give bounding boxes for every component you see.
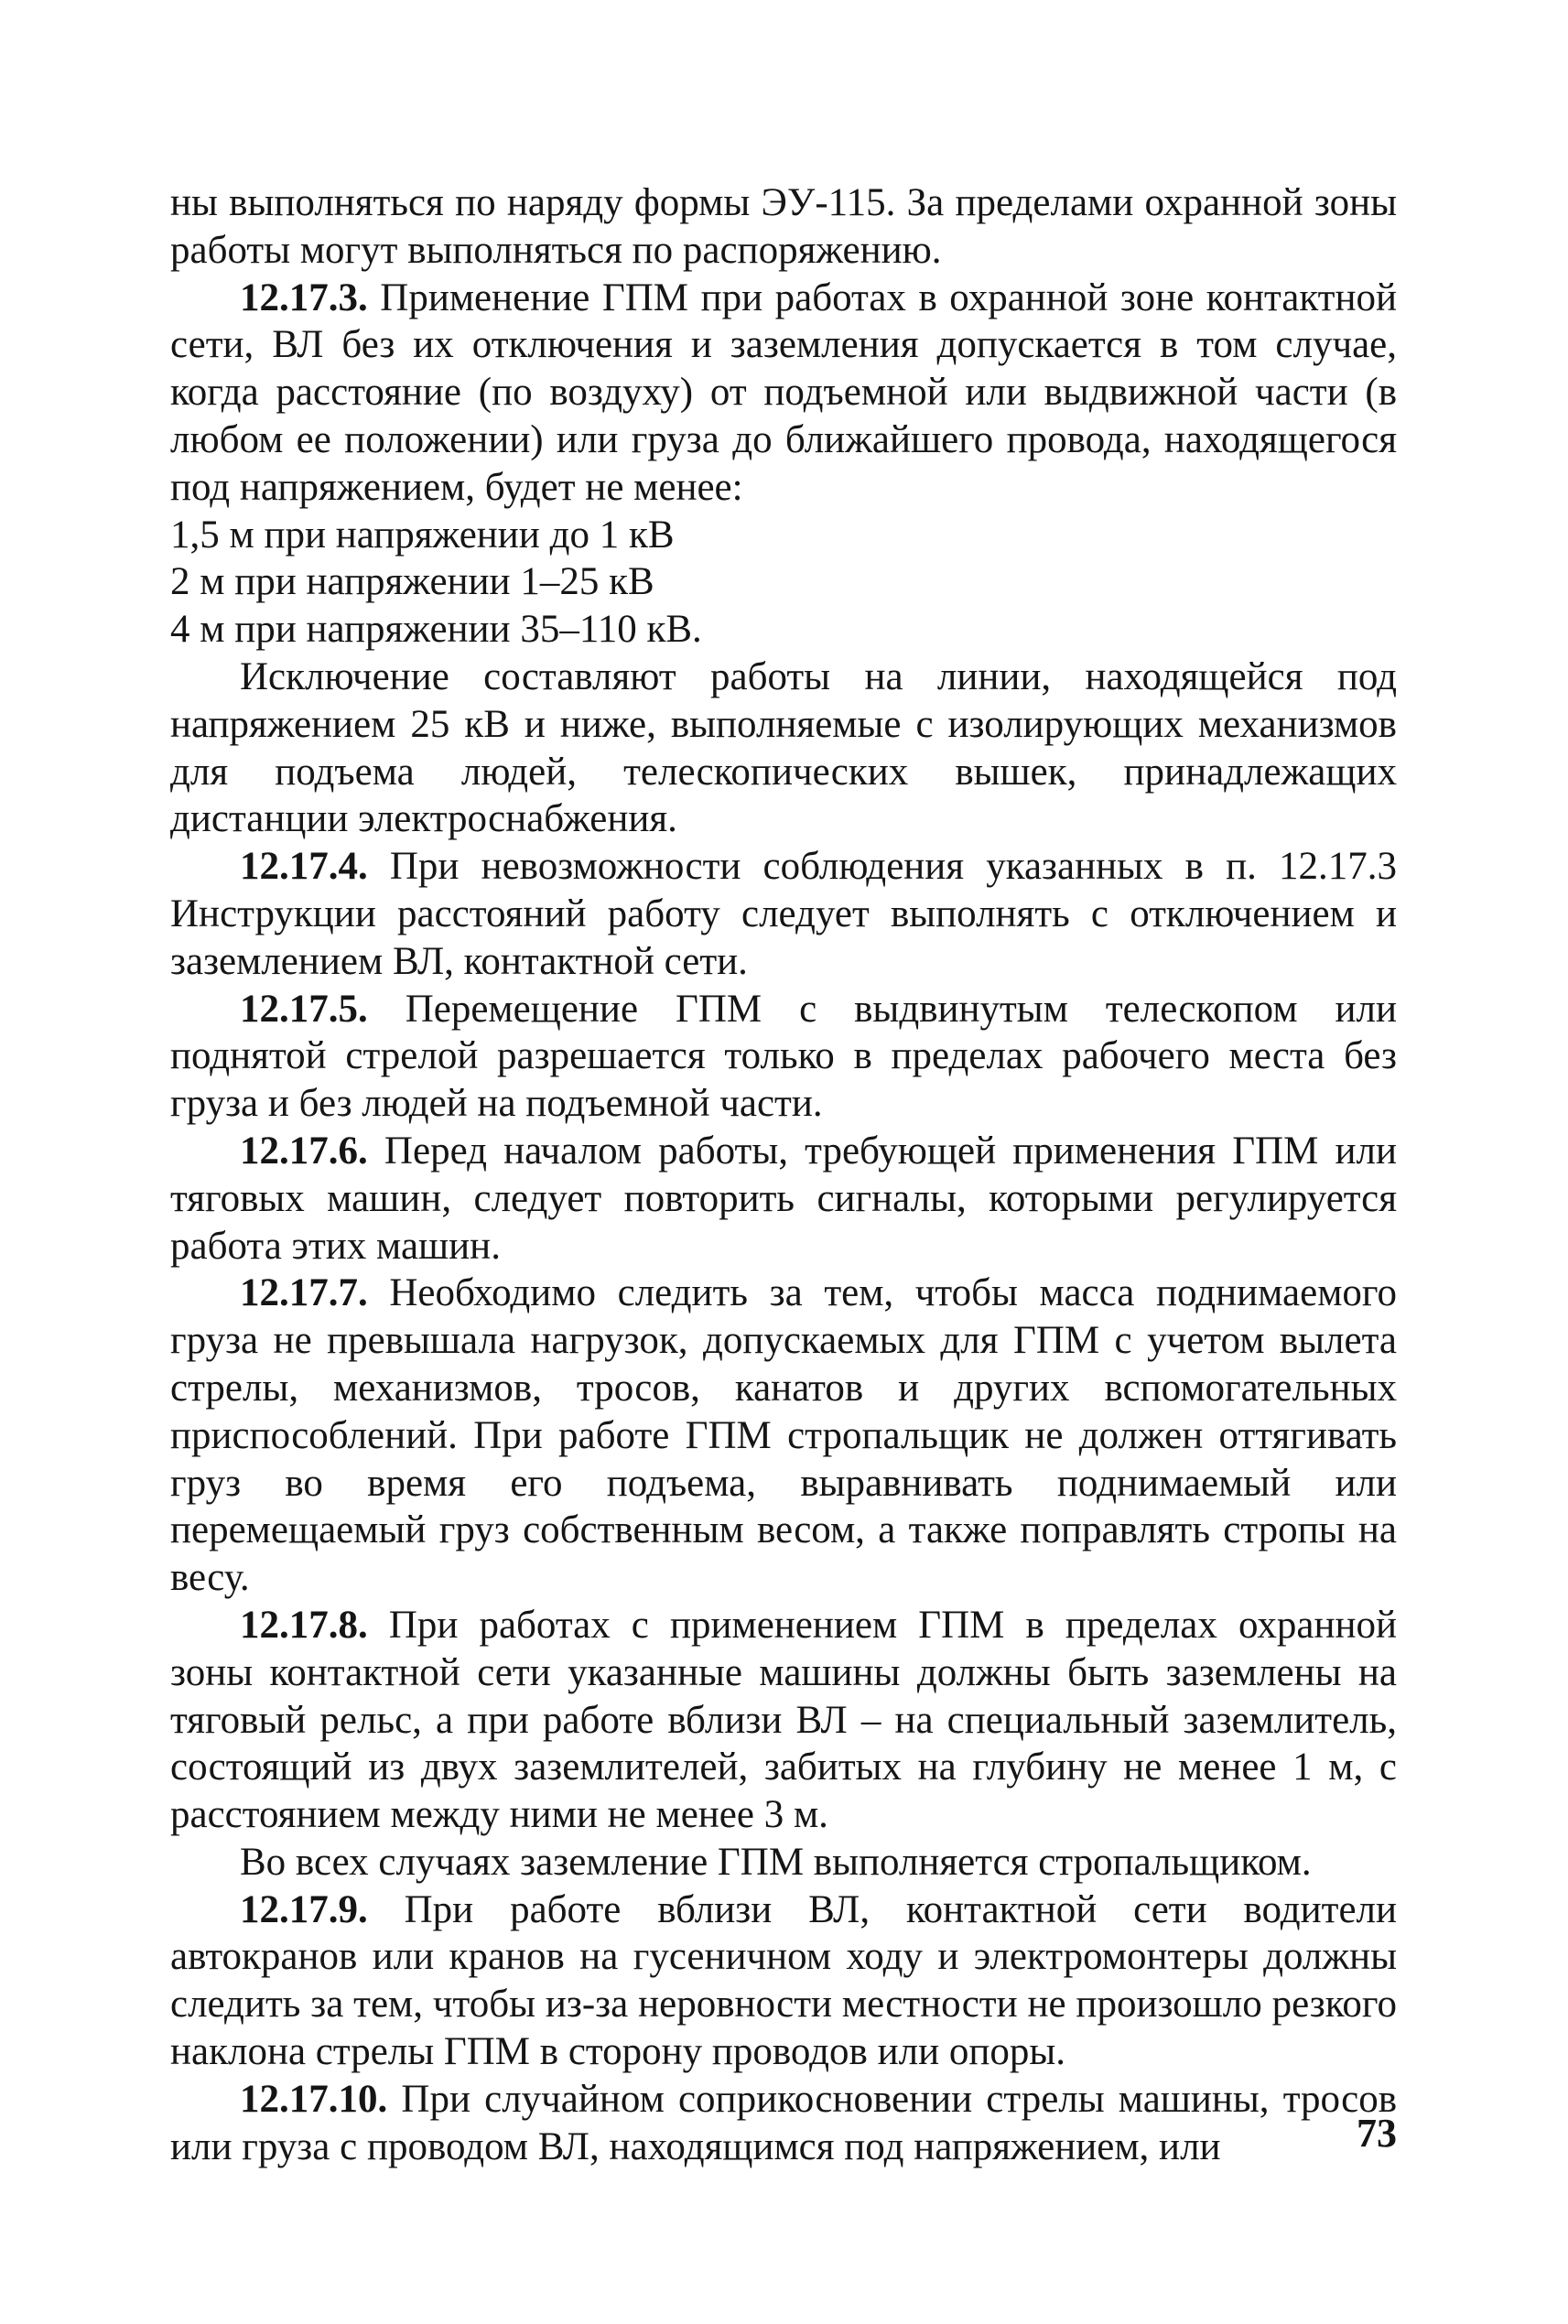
clause-number: 12.17.3.: [240, 276, 368, 319]
list-item-voltage-3: 4 м при напряжении 35–110 кВ.: [170, 608, 702, 652]
list-item-voltage-1: 1,5 м при напряжении до 1 кВ: [170, 513, 675, 557]
clause-number: 12.17.9.: [240, 1887, 368, 1931]
clause-number: 12.17.6.: [240, 1129, 368, 1173]
paragraph-continuation: ны выполняться по наряду формы ЭУ-115. За пределами охранной зоны работы могут выполняться по распоряжению.: [170, 181, 1397, 272]
clause-12-17-7: 12.17.7. Необходимо следить за тем, чтобы масса поднимаемого груза не превышала нагрузок, допускаемых для ГПМ с учетом вылета стрелы, механизмов, тросов, канатов и других вспомогательных приспособлений. При работе ГПМ стропальщик не должен оттягивать груз во время его подъема, выравнивать поднимаемый или перемещаемый груз собственным весом, а также поправлять стропы на весу.: [170, 1271, 1397, 1600]
page-number: 73: [1357, 2111, 1397, 2156]
clause-number: 12.17.10.: [240, 2077, 388, 2121]
clause-number: 12.17.7.: [240, 1271, 368, 1315]
clause-12-17-4: 12.17.4. При невозможности соблюдения указанных в п. 12.17.3 Инструкции расстояний работу следует выполнять с отключением и заземлением ВЛ, контактной сети.: [170, 845, 1397, 983]
clause-number: 12.17.5.: [240, 987, 368, 1031]
paragraph-exception: Исключение составляют работы на линии, находящейся под напряжением 25 кВ и ниже, выполняемые с изолирующих механизмов для подъема людей, телескопических вышек, принадлежащих дистанции электроснабжения.: [170, 654, 1397, 841]
clause-12-17-5: 12.17.5. Перемещение ГПМ с выдвинутым телескопом или поднятой стрелой разрешается только в пределах рабочего места без груза и без людей на подъемной части.: [170, 987, 1397, 1126]
list-item-voltage-2: 2 м при напряжении 1–25 кВ: [170, 560, 654, 604]
clause-12-17-6: 12.17.6. Перед началом работы, требующей применения ГПМ или тяговых машин, следует повторить сигналы, которыми регулируется работа этих машин.: [170, 1129, 1397, 1268]
clause-number: 12.17.4.: [240, 845, 368, 889]
clause-12-17-9: 12.17.9. При работе вблизи ВЛ, контактной сети водители автокранов или кранов на гусеничном ходу и электромонтеры должны следить за тем, чтобы из-за неровности местности не произошло резкого наклона стрелы ГПМ в сторону проводов или опоры.: [170, 1887, 1397, 2074]
clause-12-17-3: 12.17.3. Применение ГПМ при работах в охранной зоне контактной сети, ВЛ без их отключения и заземления допускается в том случае, когда расстояние (по воздуху) от подъемной или выдвижной части (в любом ее положении) или груза до ближайшего провода, находящегося под напряжением, будет не менее:: [170, 276, 1397, 509]
clause-12-17-8: 12.17.8. При работах с применением ГПМ в пределах охранной зоны контактной сети указанные машины должны быть заземлены на тяговый рельс, а при работе вблизи ВЛ – на специальный заземлитель, состоящий из двух заземлителей, забитых на глубину не менее 1 м, с расстоянием между ними не менее 3 м.: [170, 1603, 1397, 1837]
clause-12-17-10: 12.17.10. При случайном соприкосновении стрелы машины, тросов или груза с проводом ВЛ, находящимся под напряжением, или: [170, 2077, 1397, 2168]
body-text: [170, 179, 1397, 2170]
paragraph-grounding-note: Во всех случаях заземление ГПМ выполняется стропальщиком.: [240, 1840, 1312, 1884]
clause-number: 12.17.8.: [240, 1603, 368, 1647]
